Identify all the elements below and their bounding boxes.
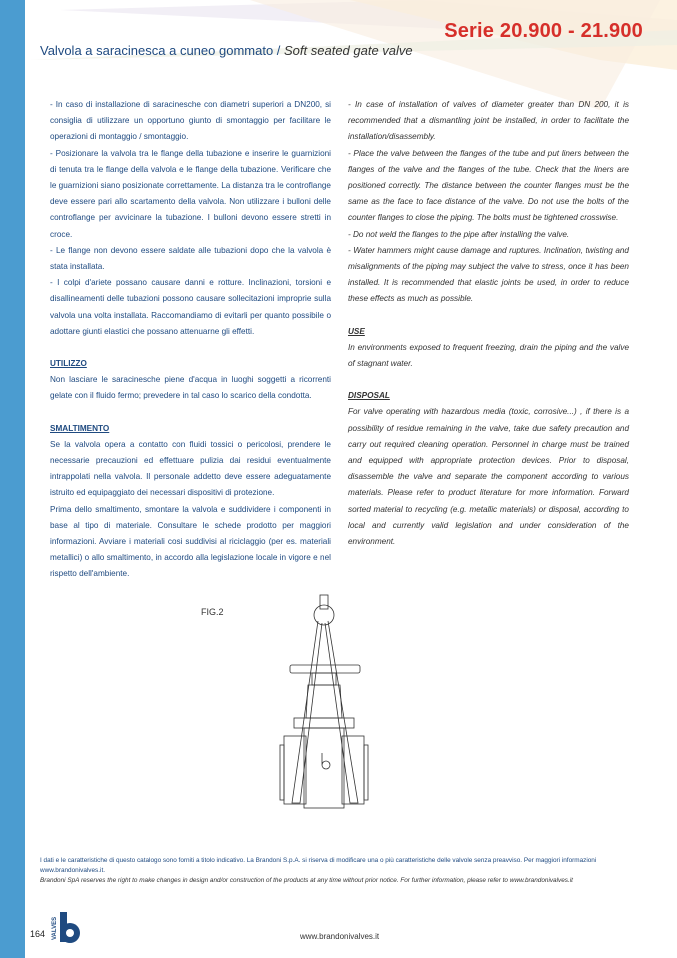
paragraph: - Le flange non devono essere saldate alle tubazioni dopo che la valvola è stata installata.: [50, 245, 331, 272]
paragraph: Prima dello smaltimento, smontare la valvola e suddividere i componenti in base al tipo di materiale. Consultare le schede prodotto per maggiori informazioni. Avviare i materiali cosi suddivisi al riciclaggio (per es. materiali metallici) o allo smaltimento, in accordo alla legislazione locale in vigore e nel rispetto dell'ambiente.: [50, 504, 331, 579]
paragraph: - In caso di installazione di saracinesche con diametri superiori a DN200, si consiglia di utilizzare un opportuno giunto di smontaggio per facilitare le operazioni di montaggio / smontaggio.: [50, 100, 331, 142]
paragraph: - Place the valve between the flanges of the tube and put liners between the flanges of the valve and the flanges of the tube. Check that the liners are positioned correctly. The distance between the counter flanges must be the same as the face to face distance of the valve. Do not use the bolts of the counter flanges to close the piping. The bolts must be tightened crosswise.: [348, 148, 629, 223]
section-heading-utilizzo: UTILIZZO: [50, 359, 87, 369]
disclaimer: [40, 856, 650, 886]
brandoni-logo: [50, 910, 90, 946]
subtitle-english: Soft seated gate valve: [284, 43, 413, 58]
paragraph: In environments exposed to frequent freezing, drain the piping and the valve of stagnant water.: [348, 342, 629, 369]
disclaimer-english: Brandoni SpA reserves the right to make changes in design and/or construction of the products at any time without prior notice. For further information, please refer to www.brandonivalves.it: [40, 877, 573, 884]
website-link[interactable]: www.brandonivalves.it: [300, 932, 380, 941]
subtitle-italian: Valvola a saracinesca a cuneo gommato /: [40, 43, 285, 58]
paragraph: - Do not weld the flanges to the pipe after installing the valve.: [348, 229, 570, 239]
paragraph: Se la valvola opera a contatto con fluidi tossici o pericolosi, prendere le necessarie precauzioni ed effettuare pulizia dai residui eventualmente intrappolati nella valvola. Il personale addetto deve essere adeguatamente istruito ed equipaggiato dei necessari dispositivi di protezione.: [50, 439, 331, 498]
paragraph: - In case of installation of valves of diameter greater than DN 200, it is recommended that a dismantling joint be installed, in order to facilitate the installation/disassembly.: [348, 100, 629, 142]
side-stripe: [0, 0, 25, 958]
paragraph: - Posizionare la valvola tra le flange della tubazione e inserire le guarnizioni di tenuta tra le flange della valvola e le flange della tubazione. Verificare che le guarnizioni siano posizionate correttamente. La distanza tra le controflange deve essere pari allo scartamento della valvola. Non utilizzare i bulloni delle controflange per avvicinare la tubazione. I bulloni devono essere stretti in croce.: [50, 148, 331, 239]
series-title: Serie 20.900 - 21.900: [444, 20, 643, 42]
figure-label: FIG.2: [201, 607, 224, 617]
disclaimer-italian: I dati e le caratteristiche di questo catalogo sono forniti a titolo indicativo. La Brandoni S.p.A. si riserva di modificare una o più caratteristiche delle valvole senza preavviso. Per maggiori informazioni www.brandonivalves.it.: [40, 857, 597, 874]
paragraph: - I colpi d'ariete possano causare danni e rotture. Inclinazioni, torsioni e disallineamenti delle tubazioni possono causare sollecitazioni improprie sulla valvola una volta installata. Raccomandiamo di evitarli per quanto possibile o adottare giunti elastici che possano attenuarne gli effetti.: [50, 278, 331, 336]
paragraph: For valve operating with hazardous media (toxic, corrosive...) , if there is a possibility of residue remaining in the valve, take due safety precaution and carry out required cleaning operation. Personnel in charge must be trained and equipped with appropriate protection devices. Prior to disposal, disassemble the valve and separate the component according to various materials. Please refer to product literature for more information. Forward sorted material to recycling (e.g. metallic materials) or disposal, according to local and currently valid legislation and under consideration of the environment.: [348, 407, 629, 547]
valve-lifting-drawing: [270, 593, 370, 818]
section-heading-use: USE: [348, 326, 365, 336]
page-number: 164: [30, 929, 46, 939]
svg-text:VALVES: VALVES: [52, 916, 58, 940]
section-heading-smaltimento: SMALTIMENTO: [50, 423, 110, 433]
paragraph: - Water hammers might cause damage and ruptures. Inclination, twisting and misalignments of the piping may subject the valve to stress, once it has been installed. It is recommended that elastic joints be used, in order to reduce these effects as much as possible.: [348, 245, 629, 304]
italian-column: [50, 97, 331, 583]
page-subtitle: [40, 43, 413, 58]
section-heading-disposal: DISPOSAL: [348, 391, 390, 401]
english-column: [348, 97, 629, 550]
paragraph: Non lasciare le saracinesche piene d'acqua in luoghi soggetti a ricorrenti gelate con il fluido fermo; prevedere in tal caso lo scarico della condotta.: [50, 375, 331, 401]
